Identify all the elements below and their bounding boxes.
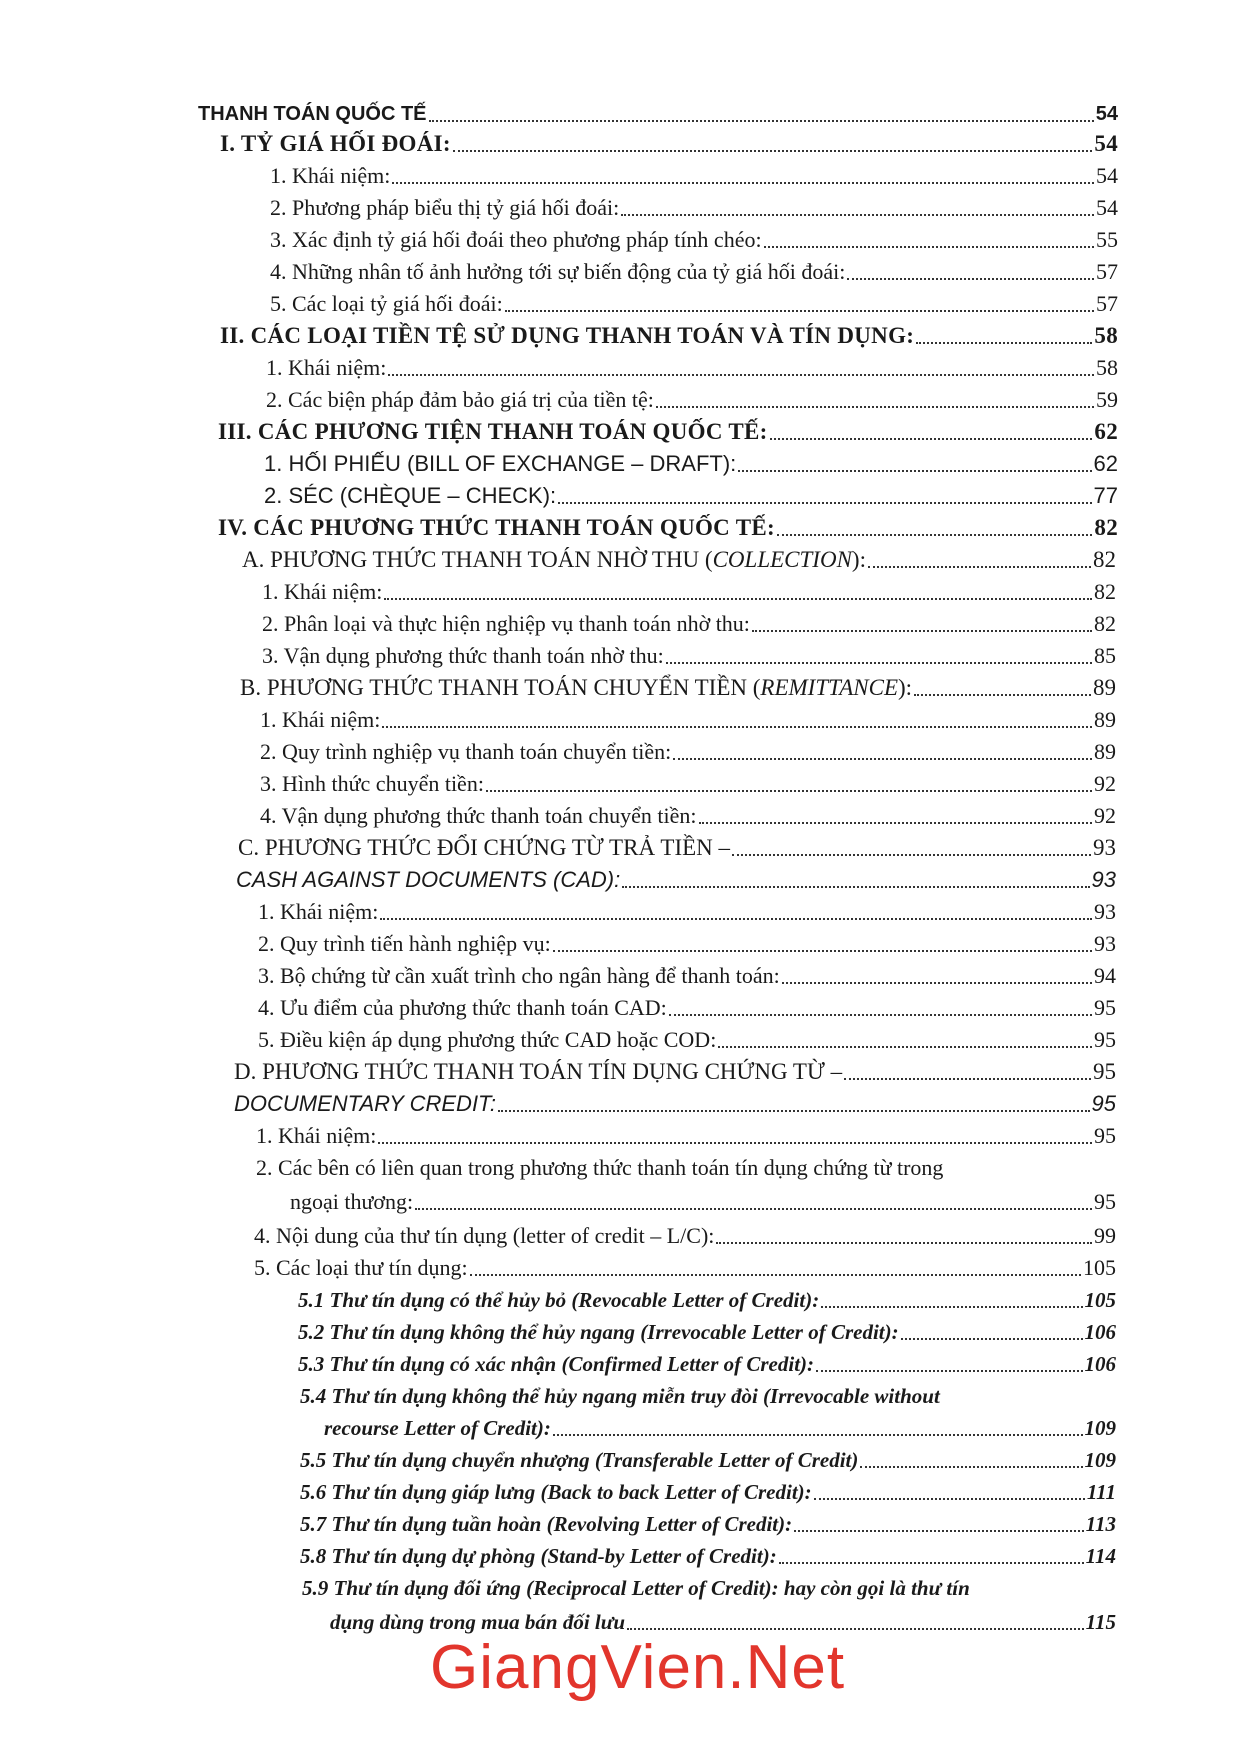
toc-entry-title: 3. Vận dụng phương thức thanh toán nhờ thu: [262, 643, 664, 668]
toc-page-number: 95 [1094, 1027, 1116, 1052]
toc-entry [258, 994, 1116, 1022]
toc-entry-title: III. CÁC PHƯƠNG TIỆN THANH TOÁN QUỐC TẾ: [218, 419, 768, 444]
toc-entry-title: 5.5 Thư tín dụng chuyển nhượng (Transferable Letter of Credit) [300, 1448, 859, 1472]
toc-page-number: 58 [1094, 323, 1118, 348]
dot-leader [627, 1628, 1084, 1630]
toc-entry [266, 386, 1118, 414]
dot-leader [777, 534, 1092, 536]
dot-leader [794, 1530, 1084, 1532]
toc-page-number: 62 [1093, 451, 1118, 476]
toc-entry [266, 354, 1118, 382]
dot-leader [558, 502, 1091, 504]
toc-entry [236, 866, 1116, 894]
toc-entry-title: 2. SÉC (CHÈQUE – CHECK): [264, 483, 557, 508]
toc-entry [254, 1222, 1116, 1250]
toc-entry-title: 1. Khái niệm: [270, 163, 391, 188]
toc-entry-title: 2. Quy trình nghiệp vụ thanh toán chuyển tiền: [260, 739, 672, 764]
toc-entry [234, 1090, 1116, 1118]
toc-entry-title: 5.1 Thư tín dụng có thể hủy bỏ (Revocable Letter of Credit): [298, 1288, 820, 1312]
toc-entry-title: 1. Khái niệm: [256, 1123, 377, 1148]
dot-leader [732, 854, 1091, 856]
toc-entry-title: DOCUMENTARY CREDIT: [234, 1091, 496, 1116]
toc-page-number: 89 [1094, 739, 1116, 764]
toc-entry [260, 802, 1116, 830]
toc-entry-title: 3. Hình thức chuyển tiền: [260, 771, 484, 796]
toc-entry [298, 1318, 1116, 1346]
dot-leader [782, 982, 1092, 984]
toc-entry [218, 418, 1118, 446]
toc-entry [258, 962, 1116, 990]
toc-entry [300, 1510, 1116, 1538]
toc-page-number: 82 [1094, 579, 1116, 604]
toc-page-number: 82 [1094, 611, 1116, 636]
toc-page-number: 115 [1085, 1610, 1116, 1634]
toc-page-number: 93 [1091, 867, 1116, 892]
dot-leader [914, 694, 1091, 696]
toc-entry [258, 930, 1116, 958]
dot-leader [916, 342, 1092, 344]
toc-entry-title: 5. Các loại tỷ giá hối đoái: [270, 291, 503, 316]
toc-entry-title: B. PHƯƠNG THỨC THANH TOÁN CHUYỂN TIỀN (REMITTANCE): [240, 675, 913, 700]
toc-page-number: 57 [1096, 291, 1118, 316]
toc-page-number: 95 [1094, 1123, 1116, 1148]
toc-entry-title: THANH TOÁN QUỐC TẾ [198, 103, 427, 125]
toc-entry-title: dụng dùng trong mua bán đối lưu [330, 1610, 626, 1634]
dot-leader [814, 1498, 1085, 1500]
toc-entry-title: 4. Nội dung của thư tín dụng (letter of credit – L/C): [254, 1223, 715, 1248]
toc-entry [220, 130, 1118, 158]
toc-entry-title: 1. Khái niệm: [262, 579, 383, 604]
dot-leader [656, 406, 1094, 408]
toc-page-number: 55 [1096, 227, 1118, 252]
toc-entry [290, 1188, 1116, 1216]
dot-leader [770, 438, 1093, 440]
toc-entry-title: 4. Những nhân tố ảnh hưởng tới sự biến động của tỷ giá hối đoái: [270, 259, 846, 284]
toc-entry-title: 3. Xác định tỷ giá hối đoái theo phương pháp tính chéo: [270, 227, 762, 252]
toc-entry-title: 1. Khái niệm: [260, 707, 381, 732]
toc-entry [254, 1254, 1116, 1282]
dot-leader [716, 1242, 1092, 1244]
toc-entry [256, 1154, 1116, 1182]
toc-entry [240, 674, 1116, 702]
dot-leader [382, 726, 1092, 728]
dot-leader [553, 950, 1092, 952]
toc-entry [242, 546, 1116, 574]
toc-entry-title: 1. HỐI PHIẾU (BILL OF EXCHANGE – DRAFT): [264, 451, 737, 476]
toc-entry [238, 834, 1116, 862]
toc-entry-title: 1. Khái niệm: [266, 355, 387, 380]
dot-leader [699, 822, 1093, 824]
toc-entry [220, 322, 1118, 350]
toc-entry [270, 194, 1118, 222]
toc-entry-title: 1. Khái niệm: [258, 899, 379, 924]
dot-leader [429, 120, 1094, 122]
toc-entry-title: I. TỶ GIÁ HỐI ĐOÁI: [220, 131, 451, 156]
toc-entry [218, 514, 1118, 542]
toc-page-number: 82 [1094, 515, 1118, 540]
dot-leader [388, 374, 1094, 376]
toc-page-number: 109 [1084, 1448, 1116, 1472]
toc-entry [300, 1382, 1116, 1410]
toc-entry [270, 226, 1118, 254]
toc-entry [198, 100, 1118, 128]
toc-entry-title: 2. Phân loại và thực hiện nghiệp vụ thanh toán nhờ thu: [262, 611, 750, 636]
toc-page-number: 105 [1084, 1288, 1116, 1312]
dot-leader [622, 886, 1089, 888]
toc-entry-title: 5.7 Thư tín dụng tuần hoàn (Revolving Letter of Credit): [300, 1512, 793, 1536]
toc-page-number: 99 [1094, 1223, 1116, 1248]
toc-entry-title: II. CÁC LOẠI TIỀN TỆ SỬ DỤNG THANH TOÁN VÀ TÍN DỤNG: [220, 323, 915, 348]
toc-entry-title: 4. Vận dụng phương thức thanh toán chuyển tiền: [260, 803, 697, 828]
dot-leader [384, 598, 1092, 600]
toc-entry-title: C. PHƯƠNG THỨC ĐỔI CHỨNG TỪ TRẢ TIỀN – [238, 835, 731, 860]
toc-page-number: 111 [1086, 1480, 1116, 1504]
toc-page-number: 58 [1096, 355, 1118, 380]
toc-page-number: 59 [1096, 387, 1118, 412]
toc-entry-title: D. PHƯƠNG THỨC THANH TOÁN TÍN DỤNG CHỨNG TỪ – [234, 1059, 843, 1084]
toc-entry-title: CASH AGAINST DOCUMENTS (CAD): [236, 867, 621, 892]
toc-entry-title: 5. Điều kiện áp dụng phương thức CAD hoặc COD: [258, 1027, 717, 1052]
toc-page-number: 54 [1096, 195, 1118, 220]
toc-page-number: 57 [1096, 259, 1118, 284]
dot-leader [498, 1110, 1090, 1112]
toc-page-number: 105 [1083, 1255, 1116, 1280]
toc-page-number: 77 [1093, 483, 1118, 508]
toc-entry [302, 1574, 1116, 1602]
toc-page-number: 95 [1094, 1189, 1116, 1214]
dot-leader [505, 310, 1094, 312]
dot-leader [738, 470, 1091, 472]
toc-entry [260, 706, 1116, 734]
toc-page-number: 109 [1084, 1416, 1116, 1440]
dot-leader [669, 1014, 1092, 1016]
watermark: GiangVien.Net [430, 1633, 846, 1702]
toc-entry [298, 1350, 1116, 1378]
toc-entry [262, 642, 1116, 670]
toc-entry [264, 450, 1118, 478]
dot-leader [380, 918, 1092, 920]
dot-leader [673, 758, 1092, 760]
toc-entry-title: 5.6 Thư tín dụng giáp lưng (Back to back Letter of Credit): [300, 1480, 812, 1504]
dot-leader [453, 150, 1093, 152]
toc-entry [258, 1026, 1116, 1054]
toc-entry-title: 2. Các bên có liên quan trong phương thức thanh toán tín dụng chứng từ trong [256, 1155, 944, 1180]
dot-leader [821, 1306, 1082, 1308]
dot-leader [847, 278, 1094, 280]
toc-entry-title: 2. Phương pháp biểu thị tỷ giá hối đoái: [270, 195, 620, 220]
toc-entry [270, 162, 1118, 190]
toc-entry [256, 1122, 1116, 1150]
toc-entry-title: recourse Letter of Credit): [324, 1416, 551, 1440]
dot-leader [553, 1434, 1083, 1436]
dot-leader [816, 1370, 1082, 1372]
toc-page-number: 106 [1084, 1352, 1116, 1376]
dot-leader [621, 214, 1094, 216]
toc-entry-title: 5.8 Thư tín dụng dự phòng (Stand-by Letter of Credit): [300, 1544, 777, 1568]
toc-entry-title: A. PHƯƠNG THỨC THANH TOÁN NHỜ THU (COLLECTION): [242, 547, 866, 572]
dot-leader [764, 246, 1094, 248]
toc-entry [300, 1478, 1116, 1506]
dot-leader [868, 566, 1091, 568]
dot-leader [860, 1466, 1082, 1468]
toc-entry [262, 610, 1116, 638]
toc-page-number: 54 [1094, 131, 1118, 156]
dot-leader [718, 1046, 1092, 1048]
dot-leader [415, 1208, 1092, 1210]
toc-entry [324, 1414, 1116, 1442]
toc-entry [234, 1058, 1116, 1086]
toc-page-number: 54 [1096, 163, 1118, 188]
toc-page-number: 92 [1094, 803, 1116, 828]
toc-page-number: 106 [1084, 1320, 1116, 1344]
toc-entry-title: 5.4 Thư tín dụng không thể hủy ngang miễn truy đòi (Irrevocable without [300, 1384, 940, 1408]
toc-entry [264, 482, 1118, 510]
toc-page-number: 93 [1093, 835, 1116, 860]
toc-entry-title: IV. CÁC PHƯƠNG THỨC THANH TOÁN QUỐC TẾ: [218, 515, 775, 540]
toc-entry [260, 770, 1116, 798]
toc-page-number: 94 [1094, 963, 1116, 988]
toc-page-number: 95 [1094, 995, 1116, 1020]
toc-page-number: 113 [1085, 1512, 1116, 1536]
toc-entry [270, 258, 1118, 286]
toc-page-number: 89 [1093, 675, 1116, 700]
dot-leader [901, 1338, 1083, 1340]
toc-entry-title: 2. Quy trình tiến hành nghiệp vụ: [258, 931, 551, 956]
toc-entry-title: 5. Các loại thư tín dụng: [254, 1255, 468, 1280]
toc-entry-title: 3. Bộ chứng từ cần xuất trình cho ngân hàng để thanh toán: [258, 963, 780, 988]
dot-leader [752, 630, 1092, 632]
toc-entry [298, 1286, 1116, 1314]
toc-page-number: 93 [1094, 899, 1116, 924]
toc-entry-title: 2. Các biện pháp đảm bảo giá trị của tiền tệ: [266, 387, 654, 412]
toc-entry-title: ngoại thương: [290, 1189, 414, 1214]
toc-entry-title: 5.2 Thư tín dụng không thể hủy ngang (Irrevocable Letter of Credit): [298, 1320, 899, 1344]
toc-page-number: 85 [1094, 643, 1116, 668]
dot-leader [779, 1562, 1084, 1564]
toc-entry [300, 1542, 1116, 1570]
toc-entry-title: 5.9 Thư tín dụng đối ứng (Reciprocal Letter of Credit): hay còn gọi là thư tín [302, 1576, 970, 1600]
toc-page-number: 114 [1085, 1544, 1116, 1568]
toc-page-number: 93 [1094, 931, 1116, 956]
toc-page-number: 82 [1093, 547, 1116, 572]
toc-page-number: 62 [1094, 419, 1118, 444]
dot-leader [392, 182, 1094, 184]
toc-page-number: 89 [1094, 707, 1116, 732]
toc-page-number: 54 [1095, 103, 1118, 125]
toc-entry [260, 738, 1116, 766]
toc-entry [300, 1446, 1116, 1474]
toc-page-number: 95 [1093, 1059, 1116, 1084]
dot-leader [378, 1142, 1092, 1144]
dot-leader [486, 790, 1092, 792]
toc-entry [262, 578, 1116, 606]
toc-page-number: 95 [1091, 1091, 1116, 1116]
toc-entry-title: 5.3 Thư tín dụng có xác nhận (Confirmed Letter of Credit): [298, 1352, 815, 1376]
dot-leader [666, 662, 1092, 664]
toc-entry-title: 4. Ưu điểm của phương thức thanh toán CAD: [258, 995, 667, 1020]
toc-entry [270, 290, 1118, 318]
dot-leader [470, 1274, 1081, 1276]
dot-leader [844, 1078, 1091, 1080]
toc-entry [258, 898, 1116, 926]
toc-page-number: 92 [1094, 771, 1116, 796]
